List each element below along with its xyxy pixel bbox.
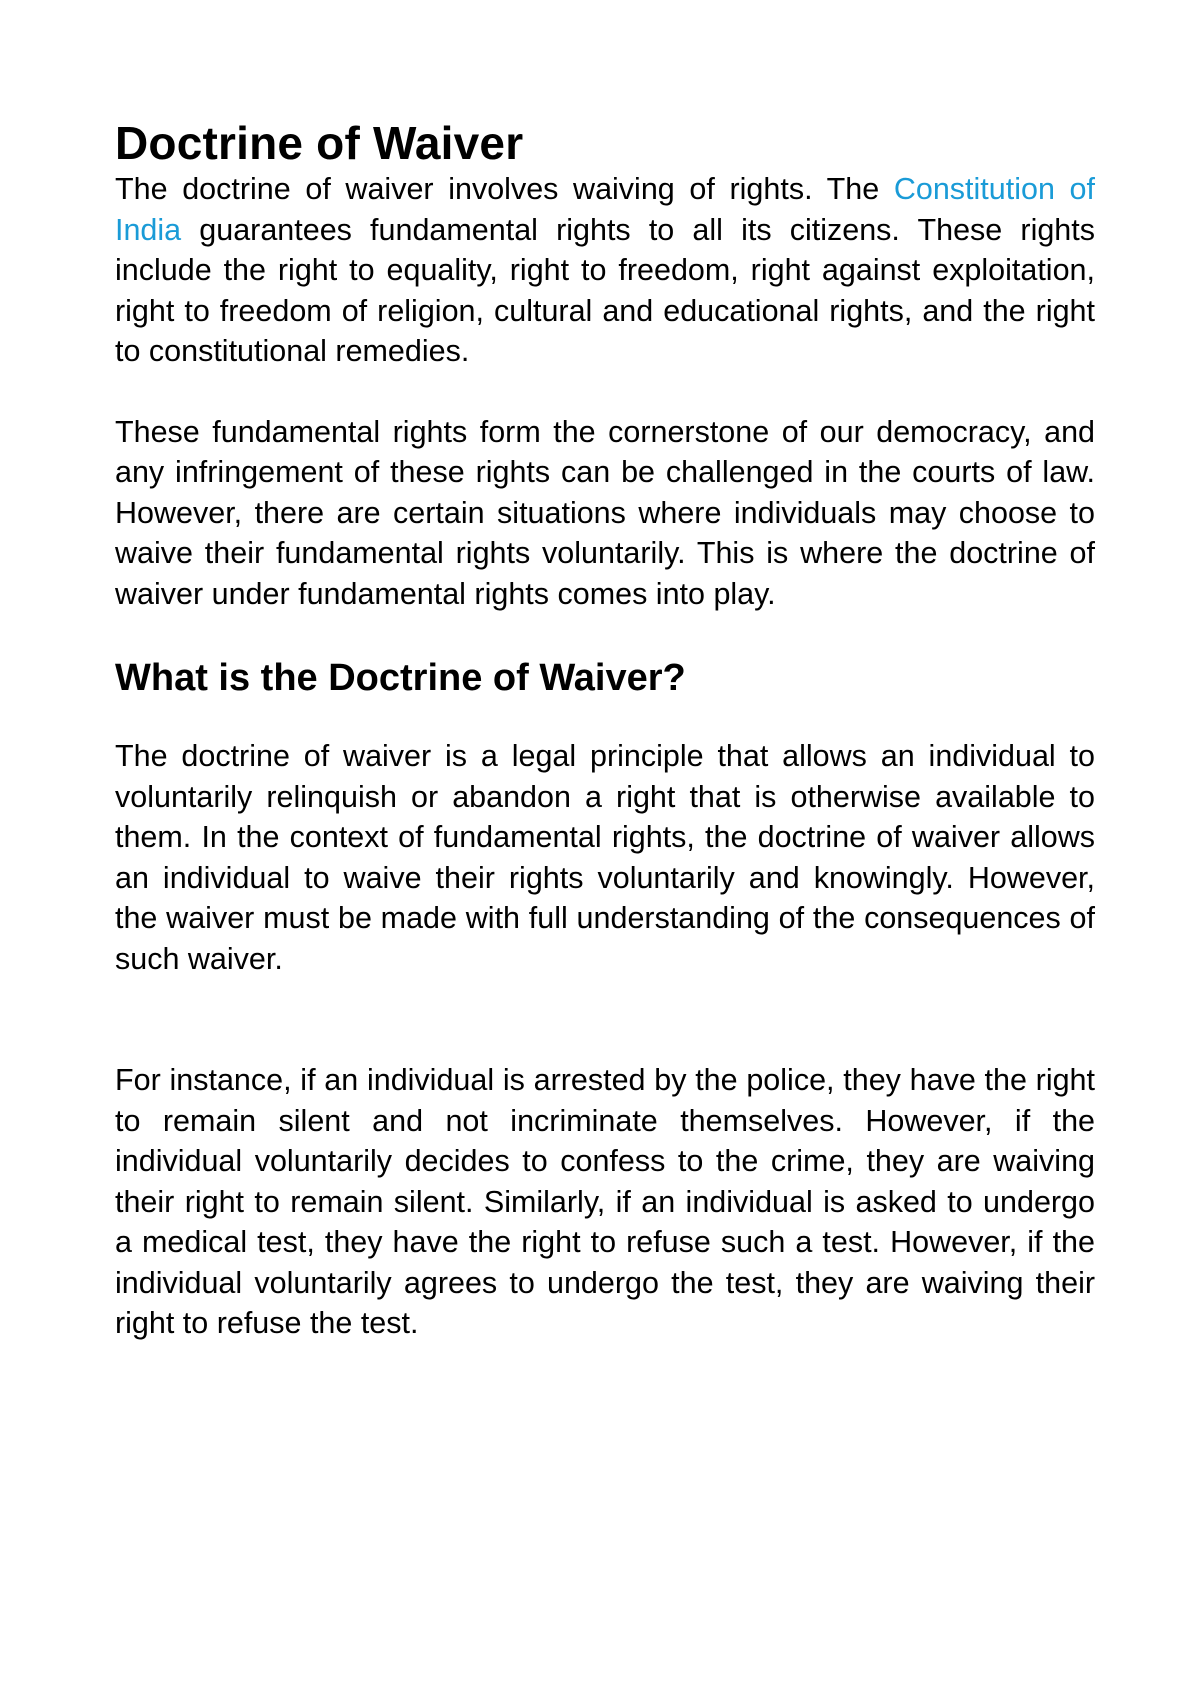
definition-paragraph: The doctrine of waiver is a legal principle that allows an individual to voluntarily relinquish or abandon a right that is otherwise available to them. In the context of fundamental rights, the doctrine of waiver allows an individual to waive their rights voluntarily and knowingly. However, the waiver must be made with full understanding of the consequences of such waiver. bbox=[115, 739, 1095, 976]
section-heading: What is the Doctrine of Waiver? bbox=[115, 657, 686, 699]
page-title: Doctrine of Waiver bbox=[115, 117, 524, 169]
fundamental-rights-paragraph: These fundamental rights form the cornerstone of our democracy, and any infringement of these rights can be challenged in the courts of law. However, there are certain situations where individuals may choose to waive their fundamental rights voluntarily. This is where the doctrine of waiver under fundamental rights comes into play. bbox=[115, 414, 1095, 611]
constitution-of-india-link[interactable]: Constitution of India bbox=[115, 172, 1095, 247]
document-page bbox=[115, 117, 1095, 1344]
intro-paragraph bbox=[115, 169, 1095, 372]
intro-text-before-link: The doctrine of waiver involves waiving of rights. The bbox=[115, 172, 894, 206]
intro-text-after-link: guarantees fundamental rights to all its citizens. These rights include the right to equality, right to freedom, right against exploitation, right to freedom of religion, cultural and educational rights, and the right to constitutional remedies. bbox=[115, 212, 1095, 368]
example-paragraph: For instance, if an individual is arrested by the police, they have the right to remain silent and not incriminate themselves. However, if the individual voluntarily decides to confess to the crime, they are waiving their right to remain silent. Similarly, if an individual is asked to undergo a medical test, they have the right to refuse such a test. However, if the individual voluntarily agrees to undergo the test, they are waiving their right to refuse the test. bbox=[115, 1063, 1095, 1340]
